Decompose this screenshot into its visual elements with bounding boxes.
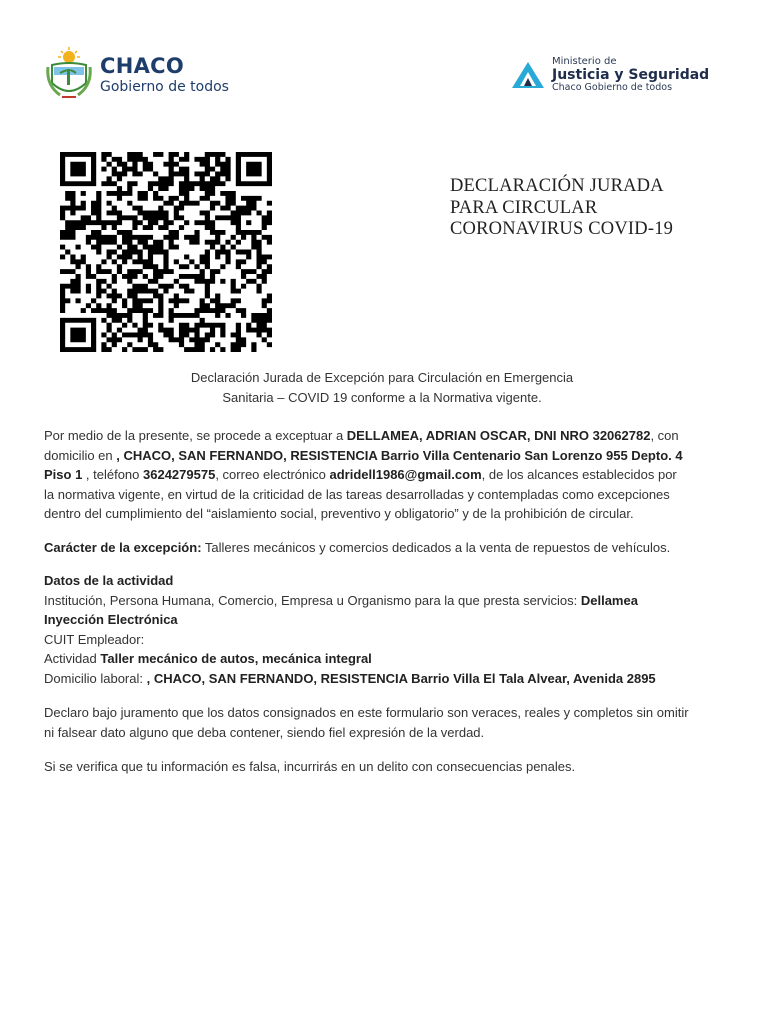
text: Declaro bajo juramento que los datos consignados en este formulario son veraces, reales y completos sin omitir	[44, 705, 689, 720]
person-name: DELLAMEA, ADRIAN OSCAR, DNI NRO 32062782	[346, 428, 651, 443]
ministerio-name: Justicia y Seguridad	[552, 66, 710, 83]
text: la normativa vigente, en virtud de la criticidad de las tareas desarrolladas y contempladas como excepciones	[44, 486, 670, 502]
text: dentro del cumplimiento del “aislamiento social, preventivo y obligatorio” y de la prohibición de circular.	[44, 506, 634, 521]
text: , con	[650, 428, 679, 443]
intro-line: Sanitaria – COVID 19 conforme a la Normativa vigente.	[222, 389, 542, 405]
email-address: adridell1986@gmail.com	[329, 467, 482, 482]
text: domicilio en	[44, 447, 117, 463]
phone-number: 3624279575	[143, 467, 216, 482]
home-address-floor: Piso 1	[44, 467, 83, 482]
text: , teléfono	[82, 467, 144, 482]
intro-line: Declaración Jurada de Excepción para Circulación en Emergencia	[190, 370, 574, 385]
chaco-subtitle: Gobierno de todos	[100, 79, 229, 95]
title-line: DECLARACIÓN JURADA	[450, 176, 664, 196]
home-address: , CHACO, SAN FERNANDO, RESISTENCIA Barrio Villa Centenario San Lorenzo 955 Depto. 4	[116, 447, 683, 463]
ministerio-logo	[510, 52, 730, 98]
chaco-logo	[46, 44, 246, 106]
exception-value: Talleres mecánicos y comercios dedicados a la venta de repuestos de vehículos.	[201, 540, 671, 555]
title-line: CORONAVIRUS COVID-19	[450, 219, 674, 239]
declaration-paragraph	[44, 426, 734, 524]
triangle-logo-icon	[510, 60, 546, 90]
text: , de los alcances establecidos por	[481, 467, 677, 482]
cuit-label: CUIT Empleador:	[44, 631, 145, 647]
activity-section	[44, 571, 734, 688]
oath-paragraph	[44, 703, 734, 742]
institution-value: Dellamea	[580, 592, 638, 608]
ministerio-label: Ministerio de	[552, 56, 617, 68]
qr-code-icon	[60, 152, 272, 352]
domicile-label: Domicilio laboral:	[44, 670, 147, 686]
chaco-seal-icon	[46, 47, 92, 103]
institution-value: Inyección Electrónica	[44, 612, 178, 627]
domicile-value: , CHACO, SAN FERNANDO, RESISTENCIA Barrio Villa El Tala Alvear, Avenida 2895	[146, 670, 656, 686]
activity-label: Actividad	[44, 651, 101, 666]
activity-heading: Datos de la actividad	[44, 573, 174, 588]
document-title	[450, 176, 750, 241]
text: Por medio de la presente, se procede a exceptuar a	[44, 428, 347, 443]
text: ni falsear dato alguno que deba contener, siendo fiel expresión de la verdad.	[44, 724, 485, 740]
activity-value: Taller mecánico de autos, mecánica integral	[100, 651, 372, 666]
warning-paragraph	[44, 757, 734, 777]
institution-label: Institución, Persona Humana, Comercio, Empresa u Organismo para la que presta servicios:	[44, 592, 581, 608]
exception-paragraph	[44, 538, 734, 558]
title-line: PARA CIRCULAR	[450, 197, 598, 218]
chaco-title: CHACO	[100, 54, 185, 78]
intro-text	[120, 368, 644, 407]
warning-text: Si se verifica que tu información es falsa, incurrirás en un delito con consecuencias penales.	[44, 759, 576, 774]
exception-label: Carácter de la excepción:	[44, 540, 202, 555]
text: , correo electrónico	[215, 467, 330, 482]
ministerio-subtitle: Chaco Gobierno de todos	[552, 81, 673, 93]
